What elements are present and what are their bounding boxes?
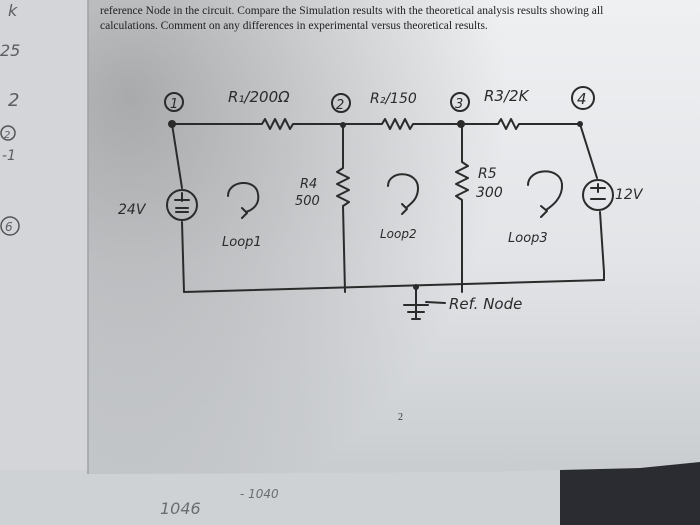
page-number: 2 — [398, 412, 403, 423]
node-1-label: 1 — [170, 97, 179, 112]
junction-dot-4 — [577, 121, 583, 127]
ref-node-label: Ref. Node — [449, 295, 523, 313]
loop2-label: Loop2 — [380, 227, 417, 241]
r2-label: R₂/150 — [370, 91, 417, 107]
r5-name-label: R5 — [478, 166, 497, 182]
source-24v-label: 24V — [118, 202, 146, 218]
junction-dot-ground — [413, 284, 419, 290]
loop3-label: Loop3 — [508, 231, 548, 246]
ref-arrow — [426, 302, 445, 303]
r4-name-label: R4 — [300, 177, 318, 192]
node-3-label: 3 — [455, 97, 464, 112]
source-12v-label: 12V — [615, 187, 643, 203]
junction-dot-3 — [457, 120, 465, 128]
instruction-line-2: calculations. Comment on any differences in experimental versus theoretical results. — [100, 20, 488, 32]
instruction-text — [100, 4, 660, 34]
r1-label: R₁/200Ω — [228, 88, 290, 106]
r3-label: R3/2K — [484, 87, 529, 105]
instruction-line-1: reference Node in the circuit. Compare the Simulation results with the theoretical analysis results showing all — [100, 5, 604, 17]
node-2-label: 2 — [336, 98, 345, 113]
junction-dot-1 — [168, 120, 176, 128]
junction-dot-2 — [340, 122, 346, 128]
bottom-scribble-1040: - 1040 — [240, 487, 279, 501]
margin-scribble-6: 6 — [5, 220, 13, 234]
margin-scribble-2b: 2 — [4, 130, 11, 141]
margin-scribble-2: 2 — [8, 90, 20, 111]
underlying-page — [0, 470, 560, 525]
margin-scribble-minus1: -1 — [2, 148, 16, 164]
paper-shadow — [88, 0, 508, 474]
loop1-label: Loop1 — [222, 235, 262, 250]
left-margin-sheet — [0, 0, 92, 490]
node-4-label: 4 — [577, 90, 587, 108]
margin-scribble-25: 25 — [0, 41, 21, 60]
r4-value-label: 500 — [295, 194, 320, 209]
margin-scribble-k: k — [8, 1, 18, 20]
r5-value-label: 300 — [476, 185, 503, 201]
bottom-scribble-1046: 1046 — [160, 499, 201, 518]
